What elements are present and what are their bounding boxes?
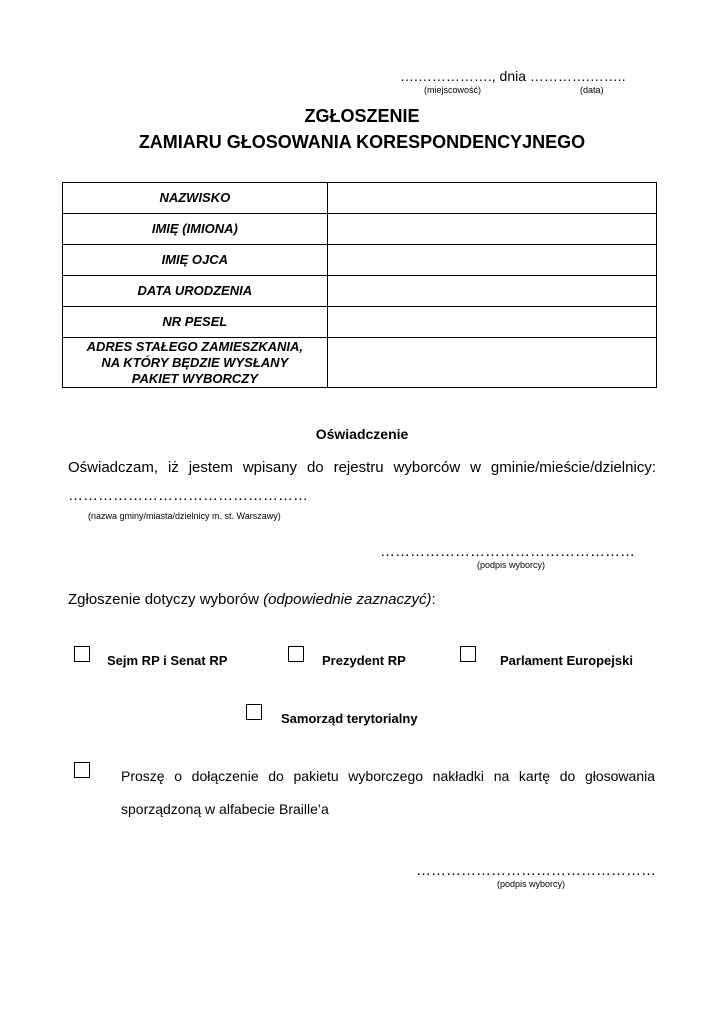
date-caption: (data) [580,85,604,95]
address-label [63,338,328,388]
braille-request-line1: Proszę o dołączenie do pakietu wyborczego nakładki na kartę do głosowania [121,768,655,784]
elections-intro-hint: (odpowiednie zaznaczyć) [263,591,432,608]
elections-intro [68,591,436,608]
first-names-label: IMIĘ (IMIONA) [63,214,328,245]
signature-dots-line[interactable]: …………………………………………… [380,543,635,560]
samorzad-checkbox[interactable] [246,704,262,720]
document-title: ZGŁOSZENIE [304,106,420,126]
voter-data-table [62,182,657,388]
table-row [63,183,657,214]
table-row [63,245,657,276]
father-name-field[interactable] [327,245,656,276]
address-field[interactable] [327,338,656,388]
table-row [63,276,657,307]
braille-request-line2: sporządzoną w alfabecie Braille’a [121,801,329,817]
surname-field[interactable] [327,183,656,214]
samorzad-label: Samorząd terytorialny [281,711,418,726]
place-caption: (miejscowość) [424,85,482,95]
declaration-text: Oświadczam, iż jestem wpisany do rejestru wyborców w gminie/mieście/dzielnicy: [68,459,656,476]
gmina-dots-line[interactable]: ………………………………………… [68,487,308,504]
declaration-heading: Oświadczenie [315,426,409,442]
parlament-checkbox[interactable] [460,646,476,662]
elections-intro-text: Zgłoszenie dotyczy wyborów [68,591,264,608]
first-names-field[interactable] [327,214,656,245]
father-name-label: IMIĘ OJCA [63,245,328,276]
elections-intro-colon: : [431,591,436,608]
birth-date-field[interactable] [327,276,656,307]
pesel-field[interactable] [327,307,656,338]
gmina-caption: (nazwa gminy/miasta/dzielnicy m. st. Warszawy) [88,511,281,521]
document-subtitle: ZAMIARU GŁOSOWANIA KORESPONDENCYJNEGO [138,132,586,152]
sejm-label: Sejm RP i Senat RP [107,653,228,668]
place-date-line[interactable]: ….……………., dnia ………….…….. [400,68,626,84]
address-label-line3: PAKIET WYBORCZY [131,370,258,386]
sejm-checkbox[interactable] [74,646,90,662]
braille-checkbox[interactable] [74,762,90,778]
prezydent-label: Prezydent RP [322,653,406,668]
pesel-label: NR PESEL [63,307,328,338]
address-label-line2: NA KTÓRY BĘDZIE WYSŁANY [101,354,289,370]
table-row [63,307,657,338]
birth-date-label: DATA URODZENIA [63,276,328,307]
footer-signature-caption: (podpis wyborcy) [497,879,566,889]
table-row [63,214,657,245]
address-label-line1: ADRES STAŁEGO ZAMIESZKANIA, [86,338,304,354]
surname-label: NAZWISKO [63,183,328,214]
parlament-label: Parlament Europejski [500,653,633,668]
signature-caption: (podpis wyborcy) [477,560,546,570]
table-row [63,338,657,388]
prezydent-checkbox[interactable] [288,646,304,662]
footer-signature-dots[interactable]: ………………………………………… [416,862,656,879]
